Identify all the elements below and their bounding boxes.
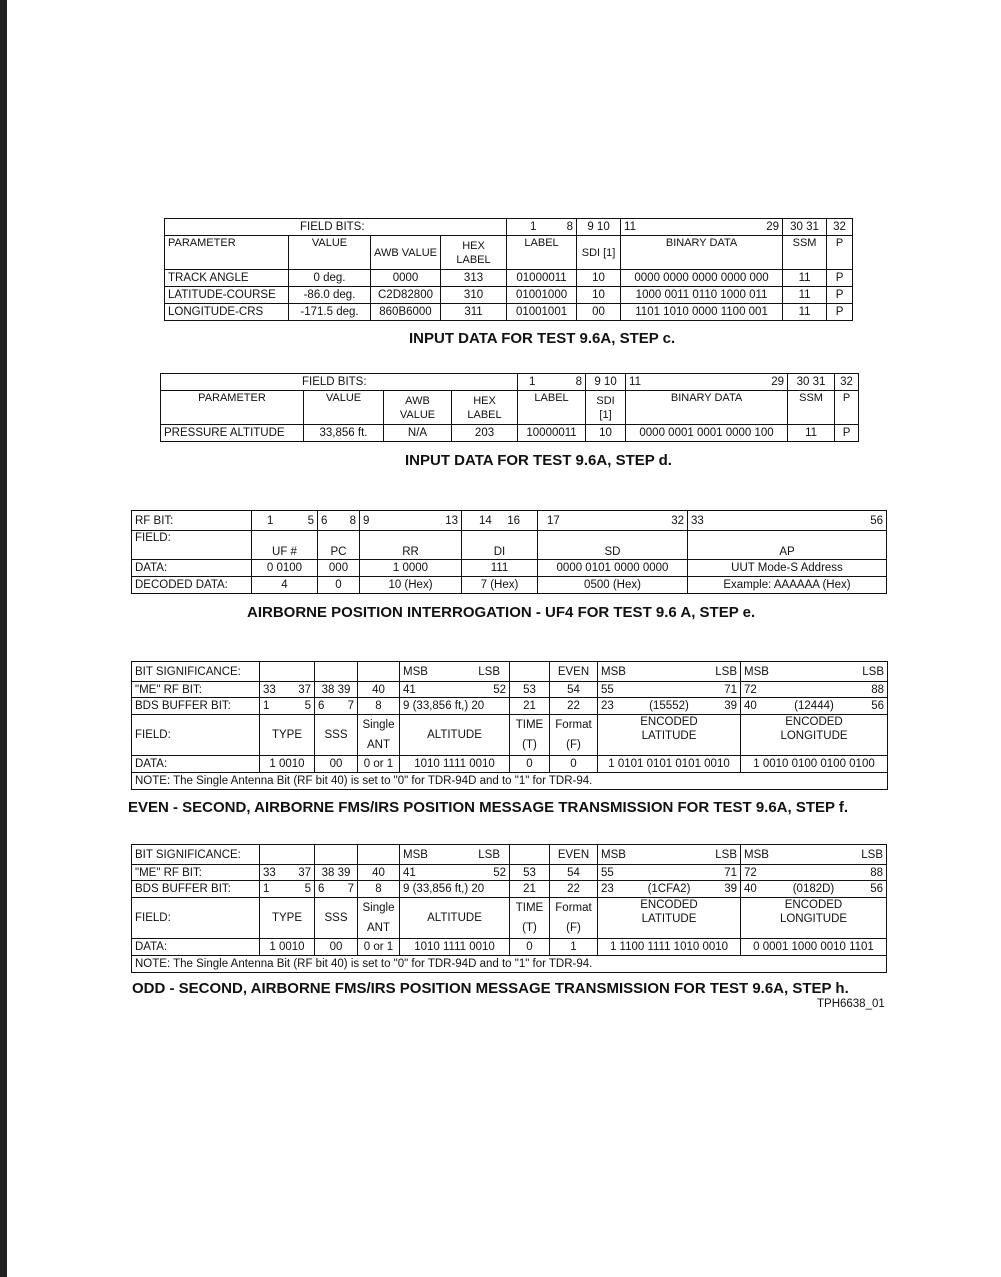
me-bits-55-71 <box>598 682 741 698</box>
bds-bits-9-20: 9 (33,856 ft,) 20 <box>400 698 510 715</box>
figure-reference: TPH6638_01 <box>817 998 885 1010</box>
format-label: Format <box>555 902 592 914</box>
header-p: P <box>827 236 853 270</box>
bit-32: 32 <box>827 219 853 236</box>
field-rr: RR <box>360 531 462 560</box>
bds-bits-1-5 <box>260 881 315 898</box>
cell: 0000 <box>371 270 441 287</box>
field-label: FIELD: <box>132 898 260 939</box>
even-label: EVEN <box>550 662 598 682</box>
bit-start: 55 <box>601 866 614 879</box>
bit-start: 23 <box>601 883 614 895</box>
me-rf-bit-label: "ME" RF BIT: <box>132 682 260 698</box>
field-altitude: ALTITUDE <box>400 898 510 939</box>
field-encoded-latitude: ENCODED LATITUDE <box>598 898 741 939</box>
data-label: DATA: <box>132 560 252 577</box>
bds-bits-6-7 <box>315 881 358 898</box>
bds-bits-23-39 <box>598 881 741 898</box>
cell: 111 <box>462 560 538 577</box>
me-bits-33-37 <box>260 682 315 698</box>
header-hex-label: HEX LABEL <box>441 236 507 270</box>
cell: 203 <box>452 425 518 442</box>
time-t-label: (T) <box>522 739 537 751</box>
msb-label: MSB <box>601 665 626 678</box>
table-row <box>161 425 859 442</box>
me-bits-38-39: 38 39 <box>315 682 358 698</box>
bit-32: 32 <box>835 374 859 391</box>
even-label: EVEN <box>550 845 598 865</box>
bit-11: 11 <box>624 221 636 233</box>
cell: 11 <box>783 270 827 287</box>
bit-end: 13 <box>445 514 458 527</box>
cell: 0000 0000 0000 0000 000 <box>621 270 783 287</box>
bit-29: 29 <box>771 376 785 388</box>
me-bits-41-52 <box>400 682 510 698</box>
cell: 1 1100 1111 1010 0010 <box>598 939 741 956</box>
latitude-msb-lsb <box>598 845 741 865</box>
field-sss: SSS <box>315 898 358 939</box>
bit-start: 14 <box>479 514 492 527</box>
encoded-hex: (12444) <box>794 700 834 712</box>
bit-end: 5 <box>307 514 314 527</box>
cell: Example: AAAAAA (Hex) <box>688 577 887 594</box>
single-antenna-note: NOTE: The Single Antenna Bit (RF bit 40) is set to "0" for TDR-94D and to "1" for TDR-94. <box>132 956 887 973</box>
bds-buffer-bit-label: BDS BUFFER BIT: <box>132 881 260 898</box>
field-bits-label: FIELD BITS: <box>165 219 507 236</box>
table-row <box>132 560 887 577</box>
bit-start: 23 <box>601 700 614 712</box>
rf-bits-14-16 <box>462 511 538 531</box>
me-bit-40: 40 <box>358 865 400 881</box>
encoded-hex: (0182D) <box>792 883 835 895</box>
uf4-interrogation-table <box>131 510 887 594</box>
bit-end: 7 <box>347 883 354 895</box>
bit-start: 1 <box>267 514 274 527</box>
msb-label: MSB <box>744 665 769 678</box>
bit-end: 71 <box>724 866 737 879</box>
table-row <box>132 577 887 594</box>
bit-1: 1 <box>529 376 536 388</box>
single-antenna-note: NOTE: The Single Antenna Bit (RF bit 40) is set to "0" for TDR-94D and to "1" for TDR-94. <box>132 773 888 790</box>
cell: 1000 0011 0110 1000 011 <box>621 287 783 304</box>
empty-cell <box>358 845 400 865</box>
field-type: TYPE <box>260 715 315 756</box>
ant-label: ANT <box>367 922 390 934</box>
empty-cell <box>315 662 358 682</box>
ant-label: ANT <box>367 739 390 751</box>
empty-cell <box>510 662 550 682</box>
bit-start: 9 <box>363 514 370 527</box>
bit-end: 56 <box>870 514 883 527</box>
input-data-table-step-d <box>160 373 859 442</box>
bit-end: 5 <box>304 883 311 895</box>
header-awb-value: AWB VALUE <box>371 236 441 270</box>
bit-end: 5 <box>304 700 311 712</box>
cell: 1 0000 <box>360 560 462 577</box>
msb-label: MSB <box>403 665 428 678</box>
data-label: DATA: <box>132 939 260 956</box>
table-row <box>132 939 887 956</box>
bit-end: 7 <box>347 700 354 712</box>
bds-bit-8: 8 <box>358 698 400 715</box>
cell: 10 <box>577 287 621 304</box>
cell: 0 0100 <box>252 560 318 577</box>
bds-bit-21: 21 <box>510 698 550 715</box>
bit-11: 11 <box>629 376 641 388</box>
bit-end: 71 <box>724 683 737 696</box>
me-bit-53: 53 <box>510 682 550 698</box>
bit-start: 6 <box>318 883 325 895</box>
bit-end: 56 <box>871 700 884 712</box>
cell: -86.0 deg. <box>289 287 371 304</box>
msb-label: MSB <box>601 848 626 861</box>
field-sss: SSS <box>315 715 358 756</box>
bit-end: 16 <box>507 514 520 527</box>
header-ssm: SSM <box>783 236 827 270</box>
lsb-label: LSB <box>862 665 884 678</box>
time-label: TIME <box>515 719 544 731</box>
bit-end: 39 <box>724 883 737 895</box>
cell: UUT Mode-S Address <box>688 560 887 577</box>
rf-bits-9-13 <box>360 511 462 531</box>
header-sdi: SDI [1] <box>586 391 626 425</box>
cell: 1 <box>550 939 598 956</box>
bit-start: 55 <box>601 683 614 696</box>
field-pc: PC <box>318 531 360 560</box>
bit-end: 37 <box>298 866 311 879</box>
cell: 1 0010 0100 0100 0100 <box>741 756 888 773</box>
bit-start: 33 <box>263 683 276 696</box>
rf-bits-1-5 <box>252 511 318 531</box>
bit-start: 72 <box>744 866 757 879</box>
bit-8: 8 <box>575 376 583 388</box>
cell: 1101 1010 0000 1100 001 <box>621 304 783 321</box>
me-bit-40: 40 <box>358 682 400 698</box>
header-binary-data: BINARY DATA <box>626 391 788 425</box>
bits-30-31: 30 31 <box>783 219 827 236</box>
field-type: TYPE <box>260 898 315 939</box>
bit-end: 88 <box>870 866 883 879</box>
single-label: Single <box>362 719 395 731</box>
empty-cell <box>510 845 550 865</box>
bit-8: 8 <box>566 221 574 233</box>
cell: 1 0010 <box>260 939 315 956</box>
field-encoded-longitude: ENCODED LONGITUDE <box>741 715 888 756</box>
cell: 7 (Hex) <box>462 577 538 594</box>
empty-cell <box>315 845 358 865</box>
bit-1: 1 <box>530 221 537 233</box>
format-f-label: (F) <box>566 922 581 934</box>
rf-bits-33-56 <box>688 511 887 531</box>
cell: PRESSURE ALTITUDE <box>161 425 304 442</box>
decoded-data-label: DECODED DATA: <box>132 577 252 594</box>
field-label: FIELD: <box>132 531 252 560</box>
header-hex-label: HEX LABEL <box>452 391 518 425</box>
field-label: FIELD: <box>132 715 260 756</box>
cell: 0 <box>510 939 550 956</box>
cell: 01000011 <box>507 270 577 287</box>
cell: P <box>827 270 853 287</box>
cell: 1 0101 0101 0101 0010 <box>598 756 741 773</box>
me-bits-72-88 <box>741 682 888 698</box>
cell: 01001001 <box>507 304 577 321</box>
me-bit-54: 54 <box>550 682 598 698</box>
header-value: VALUE <box>304 391 384 425</box>
cell: LONGITUDE-CRS <box>165 304 289 321</box>
bit-start: 72 <box>744 683 757 696</box>
bds-bits-9-20: 9 (33,856 ft,) 20 <box>400 881 510 898</box>
cell: -171.5 deg. <box>289 304 371 321</box>
table-row <box>165 270 853 287</box>
bit-29: 29 <box>766 221 780 233</box>
bit-start: 33 <box>691 514 704 527</box>
cell: 01001000 <box>507 287 577 304</box>
lsb-label: LSB <box>478 848 500 861</box>
cell: 000 <box>318 560 360 577</box>
header-label: LABEL <box>518 391 586 425</box>
me-bits-55-71 <box>598 865 741 881</box>
field-uf: UF # <box>252 531 318 560</box>
time-label: TIME <box>515 902 544 914</box>
cell: 00 <box>315 939 358 956</box>
bit-significance-label: BIT SIGNIFICANCE: <box>132 662 260 682</box>
field-encoded-latitude: ENCODED LATITUDE <box>598 715 741 756</box>
lsb-label: LSB <box>478 665 500 678</box>
caption-step-d: INPUT DATA FOR TEST 9.6A, STEP d. <box>405 452 672 469</box>
bds-bit-22: 22 <box>550 698 598 715</box>
bit-end: 52 <box>493 683 506 696</box>
bits-1-8 <box>518 374 586 391</box>
bit-end: 56 <box>870 883 883 895</box>
bit-start: 17 <box>547 514 560 527</box>
bit-end: 88 <box>871 683 884 696</box>
bit-start: 41 <box>403 683 416 696</box>
header-awb-value: AWB VALUE <box>384 391 452 425</box>
input-data-table-step-c <box>164 218 853 321</box>
bit-start: 40 <box>744 883 757 895</box>
header-binary-data: BINARY DATA <box>621 236 783 270</box>
data-label: DATA: <box>132 756 260 773</box>
cell: 313 <box>441 270 507 287</box>
cell: 311 <box>441 304 507 321</box>
table-row <box>165 287 853 304</box>
me-bits-72-88 <box>741 865 887 881</box>
bits-11-29 <box>621 219 783 236</box>
bds-bits-23-39 <box>598 698 741 715</box>
cell: 0 <box>550 756 598 773</box>
rf-bits-6-8 <box>318 511 360 531</box>
header-parameter: PARAMETER <box>161 391 304 425</box>
bit-start: 1 <box>263 883 270 895</box>
bds-bits-40-56 <box>741 881 887 898</box>
encoded-hex: (15552) <box>649 700 689 712</box>
field-ap: AP <box>688 531 887 560</box>
table-row <box>132 756 888 773</box>
field-sd: SD <box>538 531 688 560</box>
cell: 11 <box>783 304 827 321</box>
bits-11-29 <box>626 374 788 391</box>
cell: 11 <box>783 287 827 304</box>
cell: P <box>835 425 859 442</box>
field-format <box>550 715 598 756</box>
cell: 1010 1111 0010 <box>400 939 510 956</box>
cell: 11 <box>788 425 835 442</box>
altitude-msb-lsb <box>400 662 510 682</box>
cell: P <box>827 304 853 321</box>
bits-9-10: 9 10 <box>577 219 621 236</box>
bit-end: 37 <box>298 683 311 696</box>
bds-buffer-bit-label: BDS BUFFER BIT: <box>132 698 260 715</box>
me-rf-bit-label: "ME" RF BIT: <box>132 865 260 881</box>
cell: 10 (Hex) <box>360 577 462 594</box>
cell: 310 <box>441 287 507 304</box>
bit-start: 40 <box>744 700 757 712</box>
bit-start: 33 <box>263 866 276 879</box>
bit-end: 8 <box>349 514 356 527</box>
cell: C2D82800 <box>371 287 441 304</box>
bits-1-8 <box>507 219 577 236</box>
bit-start: 1 <box>263 700 270 712</box>
field-single-ant <box>358 715 400 756</box>
odd-position-message-table <box>131 844 887 973</box>
me-bits-41-52 <box>400 865 510 881</box>
me-bit-53: 53 <box>510 865 550 881</box>
cell: TRACK ANGLE <box>165 270 289 287</box>
bit-start: 6 <box>321 514 328 527</box>
empty-cell <box>260 845 315 865</box>
bds-bit-8: 8 <box>358 881 400 898</box>
field-time <box>510 715 550 756</box>
cell: LATITUDE-COURSE <box>165 287 289 304</box>
table-row <box>165 304 853 321</box>
header-label: LABEL <box>507 236 577 270</box>
bds-bits-6-7 <box>315 698 358 715</box>
cell: 00 <box>577 304 621 321</box>
cell: 10000011 <box>518 425 586 442</box>
me-bits-33-37 <box>260 865 315 881</box>
cell: 0 <box>510 756 550 773</box>
longitude-msb-lsb <box>741 845 887 865</box>
field-di: DI <box>462 531 538 560</box>
altitude-msb-lsb <box>400 845 510 865</box>
longitude-msb-lsb <box>741 662 888 682</box>
cell: 0 or 1 <box>358 939 400 956</box>
header-parameter: PARAMETER <box>165 236 289 270</box>
field-bits-label: FIELD BITS: <box>161 374 518 391</box>
cell: 0 0001 1000 0010 1101 <box>741 939 887 956</box>
cell: 0 <box>318 577 360 594</box>
time-t-label: (T) <box>522 922 537 934</box>
msb-label: MSB <box>403 848 428 861</box>
me-bit-54: 54 <box>550 865 598 881</box>
encoded-hex: (1CFA2) <box>647 883 691 895</box>
cell: 10 <box>577 270 621 287</box>
field-format <box>550 898 598 939</box>
me-bits-38-39: 38 39 <box>315 865 358 881</box>
cell: 1010 1111 0010 <box>400 756 510 773</box>
bits-9-10: 9 10 <box>586 374 626 391</box>
lsb-label: LSB <box>715 665 737 678</box>
header-p: P <box>835 391 859 425</box>
field-single-ant <box>358 898 400 939</box>
cell: 0000 0101 0000 0000 <box>538 560 688 577</box>
bit-end: 52 <box>493 866 506 879</box>
field-altitude: ALTITUDE <box>400 715 510 756</box>
cell: P <box>827 287 853 304</box>
bit-end: 39 <box>724 700 737 712</box>
bds-bit-21: 21 <box>510 881 550 898</box>
bit-significance-label: BIT SIGNIFICANCE: <box>132 845 260 865</box>
format-f-label: (F) <box>566 739 581 751</box>
cell: 33,856 ft. <box>304 425 384 442</box>
bit-start: 6 <box>318 700 325 712</box>
page-edge-bar <box>0 0 7 1277</box>
lsb-label: LSB <box>715 848 737 861</box>
bits-30-31: 30 31 <box>788 374 835 391</box>
cell: N/A <box>384 425 452 442</box>
lsb-label: LSB <box>861 848 883 861</box>
header-ssm: SSM <box>788 391 835 425</box>
even-position-message-table <box>131 661 888 790</box>
rf-bit-label: RF BIT: <box>132 511 252 531</box>
cell: 0 or 1 <box>358 756 400 773</box>
format-label: Format <box>555 719 592 731</box>
bit-start: 41 <box>403 866 416 879</box>
cell: 4 <box>252 577 318 594</box>
bds-bits-1-5 <box>260 698 315 715</box>
field-time <box>510 898 550 939</box>
empty-cell <box>260 662 315 682</box>
cell: 00 <box>315 756 358 773</box>
cell: 10 <box>586 425 626 442</box>
field-encoded-longitude: ENCODED LONGITUDE <box>741 898 887 939</box>
cell: 0 deg. <box>289 270 371 287</box>
header-value: VALUE <box>289 236 371 270</box>
msb-label: MSB <box>744 848 769 861</box>
single-label: Single <box>362 902 395 914</box>
caption-step-f: EVEN - SECOND, AIRBORNE FMS/IRS POSITION MESSAGE TRANSMISSION FOR TEST 9.6A, STEP f. <box>128 799 849 816</box>
cell: 1 0010 <box>260 756 315 773</box>
bds-bits-40-56 <box>741 698 888 715</box>
bds-bit-22: 22 <box>550 881 598 898</box>
cell: 860B6000 <box>371 304 441 321</box>
caption-step-h: ODD - SECOND, AIRBORNE FMS/IRS POSITION MESSAGE TRANSMISSION FOR TEST 9.6A, STEP h. <box>132 980 849 997</box>
rf-bits-17-32 <box>538 511 688 531</box>
cell: 0000 0001 0001 0000 100 <box>626 425 788 442</box>
bit-end: 32 <box>671 514 684 527</box>
cell: 0500 (Hex) <box>538 577 688 594</box>
latitude-msb-lsb <box>598 662 741 682</box>
empty-cell <box>358 662 400 682</box>
caption-step-c: INPUT DATA FOR TEST 9.6A, STEP c. <box>409 330 676 347</box>
caption-step-e: AIRBORNE POSITION INTERROGATION - UF4 FOR TEST 9.6 A, STEP e. <box>247 604 756 621</box>
header-sdi: SDI [1] <box>577 236 621 270</box>
